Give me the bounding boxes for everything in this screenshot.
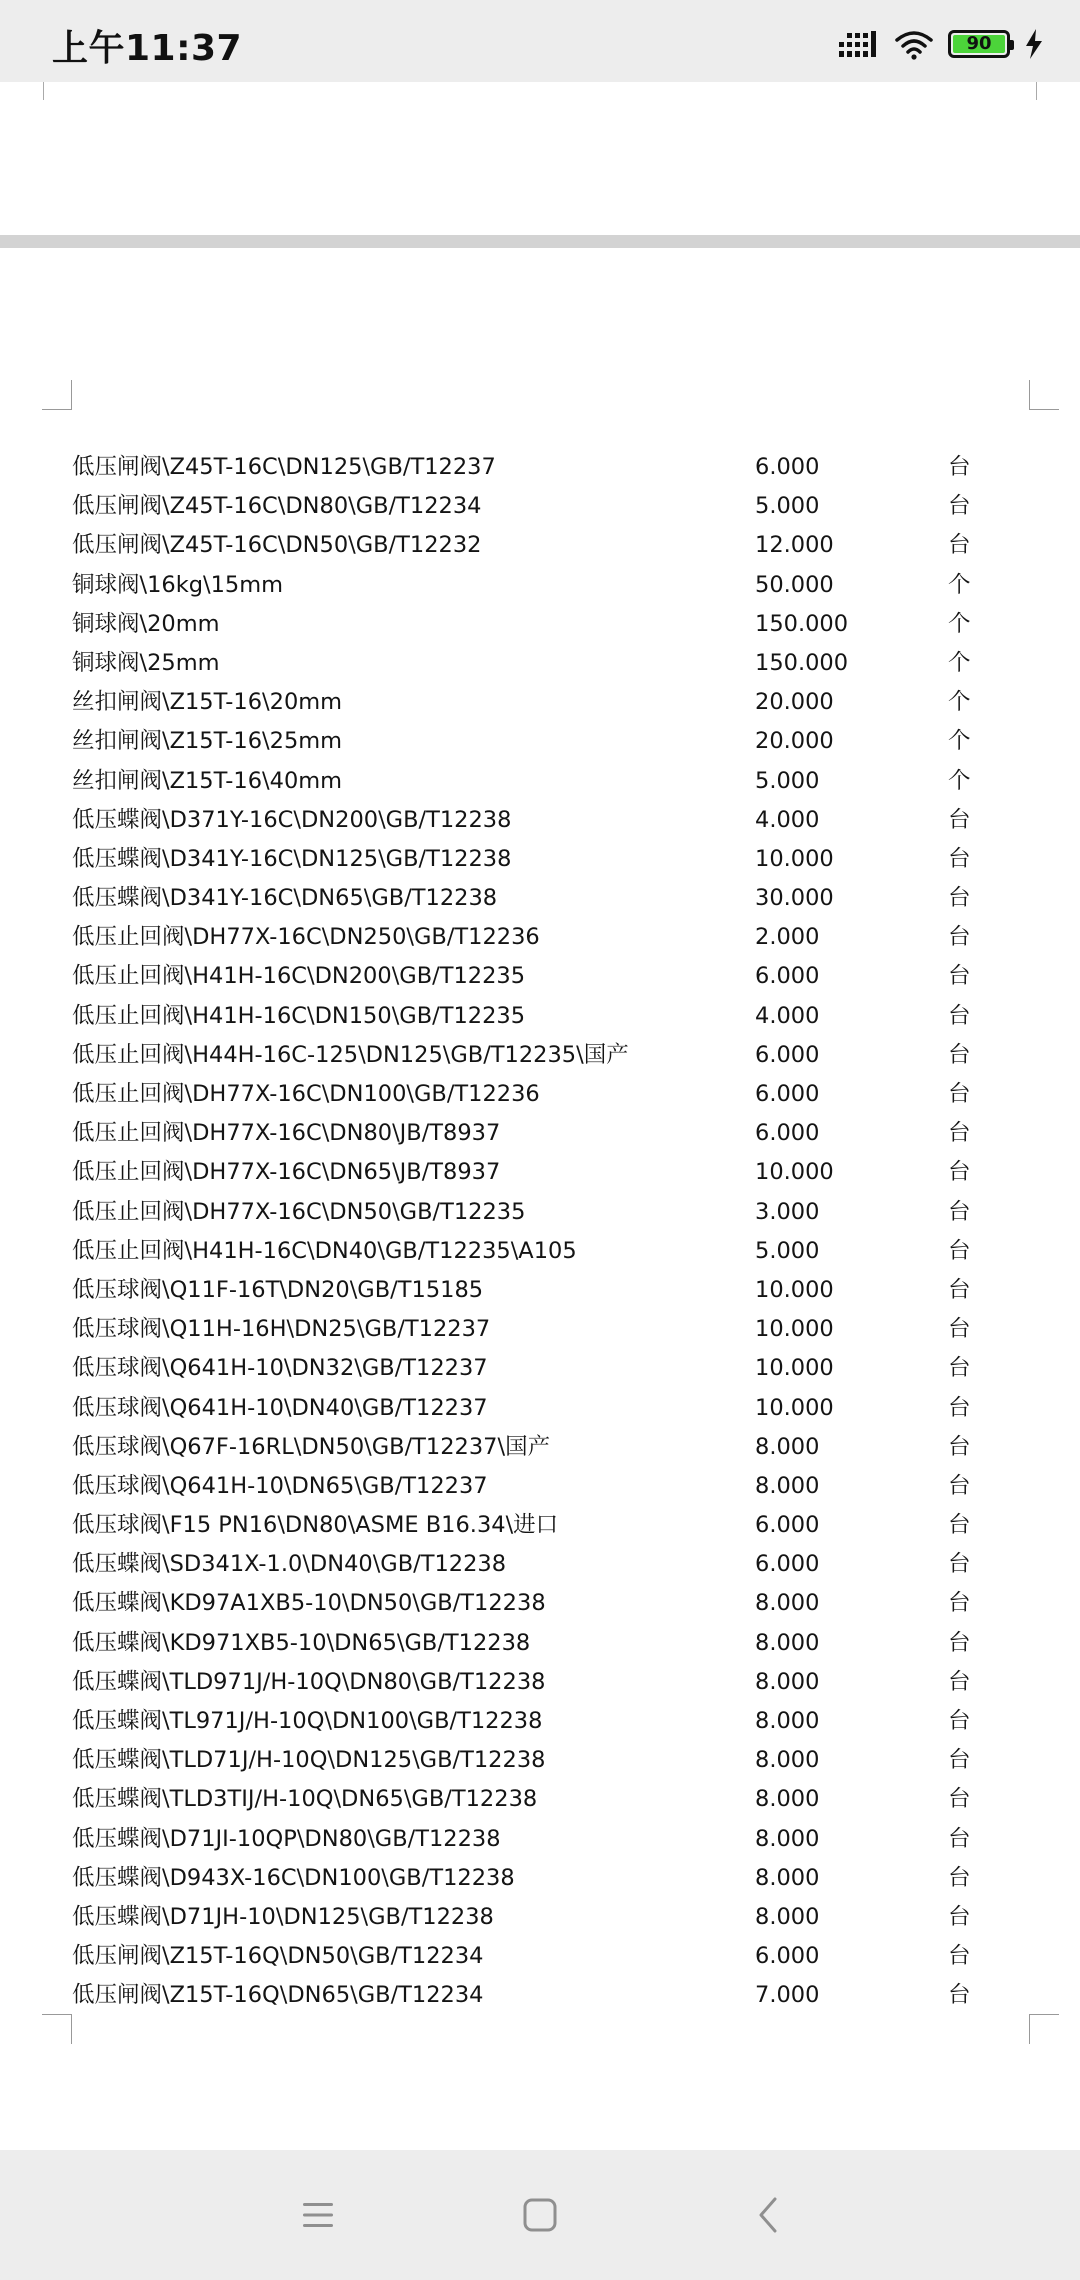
item-unit: 个 (948, 728, 971, 755)
item-quantity: 8.000 (755, 1864, 820, 1891)
item-unit: 台 (948, 924, 971, 951)
item-unit: 台 (948, 1551, 971, 1578)
list-item (0, 1428, 1080, 1467)
navigation-bar (0, 2150, 1080, 2280)
item-name: 低压止回阀\H41H-16C\DN200\GB/T12235 (72, 963, 526, 990)
list-item (0, 1702, 1080, 1741)
item-quantity: 4.000 (755, 806, 820, 833)
item-unit: 台 (948, 1198, 971, 1225)
item-unit: 台 (948, 1433, 971, 1460)
item-unit: 台 (948, 1472, 971, 1499)
list-item (0, 1898, 1080, 1937)
item-quantity: 50.000 (755, 571, 834, 598)
battery-level: 90 (953, 35, 1005, 53)
list-item (0, 801, 1080, 840)
status-time: 上午11:37 (52, 28, 243, 69)
item-quantity: 7.000 (755, 1982, 820, 2009)
item-unit: 台 (948, 1120, 971, 1147)
item-name: 铜球阀\20mm (72, 610, 220, 637)
item-quantity: 8.000 (755, 1433, 820, 1460)
item-quantity: 10.000 (755, 1355, 834, 1382)
list-item (0, 1271, 1080, 1310)
item-quantity: 10.000 (755, 1316, 834, 1343)
item-quantity: 5.000 (755, 767, 820, 794)
item-name: 低压球阀\Q641H-10\DN65\GB/T12237 (72, 1472, 488, 1499)
item-unit: 台 (948, 1276, 971, 1303)
list-item (0, 918, 1080, 957)
corner-mark-top-right (1007, 82, 1037, 100)
list-item (0, 1232, 1080, 1271)
item-unit: 台 (948, 1747, 971, 1774)
item-name: 低压闸阀\Z45T-16C\DN80\GB/T12234 (72, 493, 482, 520)
item-name: 低压闸阀\Z15T-16Q\DN65\GB/T12234 (72, 1982, 484, 2009)
item-name: 低压蝶阀\D71JI-10QP\DN80\GB/T12238 (72, 1825, 501, 1852)
list-item (0, 1075, 1080, 1114)
item-quantity: 8.000 (755, 1708, 820, 1734)
item-quantity: 8.000 (755, 1903, 820, 1930)
item-quantity: 5.000 (755, 1237, 820, 1264)
signal-icon (838, 29, 880, 59)
corner-mark-top-left (42, 380, 72, 410)
list-item (0, 566, 1080, 605)
item-quantity: 150.000 (755, 610, 849, 637)
item-quantity: 8.000 (755, 1825, 820, 1852)
item-quantity: 6.000 (755, 963, 820, 990)
item-name: 低压止回阀\H41H-16C\DN40\GB/T12235\A105 (72, 1237, 577, 1264)
list-item (0, 879, 1080, 918)
item-quantity: 4.000 (755, 1002, 820, 1029)
item-name: 低压止回阀\DH77X-16C\DN250\GB/T12236 (72, 924, 540, 951)
list-item (0, 487, 1080, 526)
item-name: 低压蝶阀\D371Y-16C\DN200\GB/T12238 (72, 806, 512, 833)
item-name: 低压止回阀\DH77X-16C\DN65\JB/T8937 (72, 1159, 501, 1186)
item-name: 低压闸阀\Z45T-16C\DN125\GB/T12237 (72, 454, 496, 480)
battery-icon (948, 30, 1010, 58)
list-item (0, 1820, 1080, 1859)
item-unit: 台 (948, 493, 971, 520)
item-quantity: 6.000 (755, 1041, 820, 1068)
item-quantity: 6.000 (755, 1081, 820, 1107)
list-item (0, 1114, 1080, 1153)
item-name: 低压蝶阀\SD341X-1.0\DN40\GB/T12238 (72, 1551, 507, 1578)
inventory-list (0, 448, 1080, 2016)
item-unit: 台 (948, 1864, 971, 1891)
item-name: 低压止回阀\DH77X-16C\DN100\GB/T12236 (72, 1081, 540, 1107)
list-item (0, 1780, 1080, 1819)
item-unit: 台 (948, 1159, 971, 1186)
item-name: 低压球阀\F15 PN16\DN80\ASME B16.34\进口 (72, 1512, 559, 1539)
item-unit: 台 (948, 454, 971, 480)
list-item (0, 1389, 1080, 1428)
list-item (0, 957, 1080, 996)
item-name: 低压蝶阀\D341Y-16C\DN65\GB/T12238 (72, 885, 498, 912)
list-item (0, 683, 1080, 722)
list-item (0, 1545, 1080, 1584)
page-separator (0, 235, 1080, 248)
list-item (0, 762, 1080, 801)
item-unit: 台 (948, 1825, 971, 1852)
item-unit: 台 (948, 1355, 971, 1382)
item-quantity: 30.000 (755, 885, 834, 912)
item-quantity: 8.000 (755, 1590, 820, 1617)
item-unit: 台 (948, 1081, 971, 1107)
item-name: 丝扣闸阀\Z15T-16\25mm (72, 728, 343, 755)
item-unit: 台 (948, 1786, 971, 1813)
item-unit: 台 (948, 1237, 971, 1264)
item-name: 铜球阀\16kg\15mm (72, 571, 284, 598)
corner-mark-top-right (1029, 380, 1059, 410)
back-icon (756, 2195, 780, 2235)
item-quantity: 10.000 (755, 1276, 834, 1303)
item-unit: 台 (948, 1316, 971, 1343)
item-quantity: 6.000 (755, 1551, 820, 1578)
item-name: 丝扣闸阀\Z15T-16\20mm (72, 689, 343, 716)
list-item (0, 1036, 1080, 1075)
item-quantity: 8.000 (755, 1629, 820, 1656)
item-name: 低压止回阀\H41H-16C\DN150\GB/T12235 (72, 1002, 526, 1029)
list-item (0, 1937, 1080, 1976)
item-name: 低压蝶阀\KD97A1XB5-10\DN50\GB/T12238 (72, 1590, 546, 1617)
item-quantity: 6.000 (755, 1943, 820, 1970)
list-item (0, 1859, 1080, 1898)
wifi-icon (894, 28, 934, 60)
item-quantity: 6.000 (755, 454, 820, 480)
previous-page-bottom (0, 82, 1080, 235)
item-unit: 台 (948, 885, 971, 912)
item-name: 低压球阀\Q641H-10\DN32\GB/T12237 (72, 1355, 488, 1382)
list-item (0, 1153, 1080, 1192)
item-name: 低压止回阀\H44H-16C-125\DN125\GB/T12235\国产 (72, 1041, 629, 1068)
item-unit: 个 (948, 689, 971, 716)
item-name: 低压闸阀\Z15T-16Q\DN50\GB/T12234 (72, 1943, 484, 1970)
list-item (0, 1193, 1080, 1232)
corner-mark-top-left (43, 82, 73, 100)
charging-icon (1024, 28, 1044, 60)
item-name: 丝扣闸阀\Z15T-16\40mm (72, 767, 343, 794)
item-name: 低压止回阀\DH77X-16C\DN80\JB/T8937 (72, 1120, 501, 1147)
item-quantity: 8.000 (755, 1747, 820, 1774)
item-quantity: 12.000 (755, 532, 834, 559)
menu-icon (300, 2199, 336, 2231)
list-item (0, 644, 1080, 683)
corner-mark-bottom-right (1029, 2014, 1059, 2044)
item-name: 低压闸阀\Z45T-16C\DN50\GB/T12232 (72, 532, 482, 559)
list-item (0, 605, 1080, 644)
list-item (0, 722, 1080, 761)
item-name: 低压蝶阀\D341Y-16C\DN125\GB/T12238 (72, 845, 512, 872)
item-name: 低压蝶阀\TL971J/H-10Q\DN100\GB/T12238 (72, 1708, 543, 1734)
item-quantity: 3.000 (755, 1198, 820, 1225)
item-unit: 台 (948, 1668, 971, 1695)
item-unit: 台 (948, 1943, 971, 1970)
list-item (0, 1349, 1080, 1388)
status-bar (0, 0, 1080, 82)
item-quantity: 5.000 (755, 493, 820, 520)
item-unit: 个 (948, 610, 971, 637)
item-unit: 个 (948, 767, 971, 794)
list-item (0, 1741, 1080, 1780)
home-icon (522, 2197, 558, 2233)
item-name: 低压蝶阀\TLD71J/H-10Q\DN125\GB/T12238 (72, 1747, 546, 1774)
list-item (0, 1584, 1080, 1623)
item-unit: 台 (948, 806, 971, 833)
item-name: 低压蝶阀\TLD3TIJ/H-10Q\DN65\GB/T12238 (72, 1786, 538, 1813)
item-quantity: 10.000 (755, 1159, 834, 1186)
item-unit: 台 (948, 845, 971, 872)
item-unit: 个 (948, 649, 971, 676)
status-icons (838, 24, 1044, 64)
item-unit: 台 (948, 1629, 971, 1656)
item-name: 低压蝶阀\TLD971J/H-10Q\DN80\GB/T12238 (72, 1668, 546, 1695)
item-unit: 个 (948, 571, 971, 598)
list-item (0, 1976, 1080, 2015)
list-item (0, 1310, 1080, 1349)
item-name: 低压蝶阀\D943X-16C\DN100\GB/T12238 (72, 1864, 515, 1891)
menu-button[interactable] (283, 2180, 353, 2250)
item-unit: 台 (948, 1903, 971, 1930)
item-unit: 台 (948, 1041, 971, 1068)
item-unit: 台 (948, 963, 971, 990)
item-quantity: 10.000 (755, 1394, 834, 1421)
item-unit: 台 (948, 1512, 971, 1539)
item-quantity: 20.000 (755, 728, 834, 755)
item-unit: 台 (948, 532, 971, 559)
item-name: 低压止回阀\DH77X-16C\DN50\GB/T12235 (72, 1198, 526, 1225)
list-item (0, 1663, 1080, 1702)
document-page (0, 248, 1080, 2150)
item-name: 低压球阀\Q641H-10\DN40\GB/T12237 (72, 1394, 488, 1421)
item-quantity: 10.000 (755, 845, 834, 872)
item-unit: 台 (948, 1982, 971, 2009)
home-button[interactable] (505, 2180, 575, 2250)
list-item (0, 1506, 1080, 1545)
back-button[interactable] (733, 2180, 803, 2250)
corner-mark-bottom-left (42, 2014, 72, 2044)
item-quantity: 150.000 (755, 649, 849, 676)
item-quantity: 8.000 (755, 1668, 820, 1695)
list-item (0, 840, 1080, 879)
item-quantity: 8.000 (755, 1786, 820, 1813)
list-item (0, 448, 1080, 487)
list-item (0, 526, 1080, 565)
item-quantity: 6.000 (755, 1120, 820, 1147)
list-item (0, 997, 1080, 1036)
item-unit: 台 (948, 1708, 971, 1734)
item-name: 低压球阀\Q11H-16H\DN25\GB/T12237 (72, 1316, 491, 1343)
item-name: 铜球阀\25mm (72, 649, 220, 676)
item-unit: 台 (948, 1590, 971, 1617)
item-name: 低压球阀\Q67F-16RL\DN50\GB/T12237\国产 (72, 1433, 551, 1460)
item-name: 低压蝶阀\KD971XB5-10\DN65\GB/T12238 (72, 1629, 531, 1656)
list-item (0, 1624, 1080, 1663)
item-quantity: 6.000 (755, 1512, 820, 1539)
list-item (0, 1467, 1080, 1506)
item-name: 低压蝶阀\D71JH-10\DN125\GB/T12238 (72, 1903, 494, 1930)
item-unit: 台 (948, 1002, 971, 1029)
item-name: 低压球阀\Q11F-16T\DN20\GB/T15185 (72, 1276, 484, 1303)
item-quantity: 2.000 (755, 924, 820, 951)
item-unit: 台 (948, 1394, 971, 1421)
item-quantity: 20.000 (755, 689, 834, 716)
item-quantity: 8.000 (755, 1472, 820, 1499)
